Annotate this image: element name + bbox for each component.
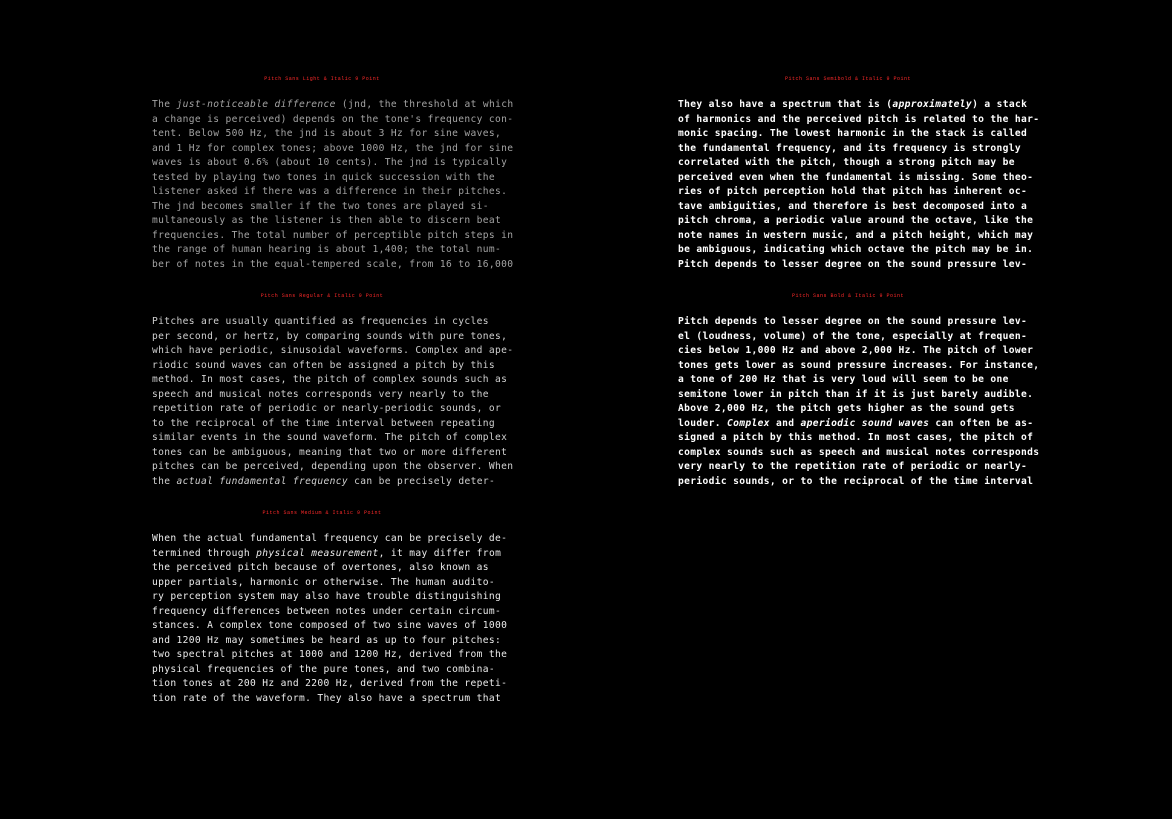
text-line: Above 2,000 Hz, the pitch gets higher as the sound gets [678,403,1015,414]
specimen-caption: Pitch Sans Regular & Italic 9 Point [260,293,384,299]
text-line: stances. A complex tone composed of two sine waves of 1000 [152,620,508,631]
text-line: per second, or hertz, by comparing sounds with pure tones, [152,330,508,342]
text-line: The just-noticeable difference (jnd, the threshold at which [152,99,514,110]
text-line: riodic sound waves can often be assigned a pitch by this [152,359,496,371]
specimen-body [152,98,512,272]
text-line: tave ambiguities, and therefore is best decomposed into a [678,200,1028,212]
text-line: and 1200 Hz may sometimes be heard as up to four pitches: [152,634,502,646]
text-line: tion rate of the waveform. They also have a spectrum that [152,692,502,704]
specimen-caption: Pitch Sans Bold & Italic 9 Point [791,293,904,299]
specimen-body [152,315,512,489]
text-line: complex sounds such as speech and musical notes corresponds [678,446,1040,458]
text-line: upper partials, harmonic or otherwise. The human audito- [152,576,496,588]
text-line: which have periodic, sinusoidal waveforms. Complex and ape- [152,345,514,356]
text-line: physical frequencies of the pure tones, and two combina- [152,663,496,675]
text-line: periodic sounds, or to the reciprocal of the time interval [678,475,1034,487]
text-line: the perceived pitch because of overtones, also known as [152,562,489,573]
text-line: frequencies. The total number of perceptible pitch steps in [152,229,514,241]
text-line: ber of notes in the equal-tempered scale, from 16 to 16,000 [152,258,514,270]
text-line: monic spacing. The lowest harmonic in the stack is called [678,128,1028,139]
text-line: The jnd becomes smaller if the two tones are played si- [152,200,489,212]
specimen-caption: Pitch Sans Medium & Italic 9 Point [262,510,382,516]
text-line: method. In most cases, the pitch of complex sounds such as [152,374,508,385]
text-line: waves is about 0.6% (about 10 cents). The jnd is typically [152,157,508,168]
text-line: very nearly to the repetition rate of periodic or nearly- [678,461,1028,472]
text-line: two spectral pitches at 1000 and 1200 Hz, derived from the [152,649,508,660]
specimen-caption: Pitch Sans Semibold & Italic 9 Point [784,76,912,82]
text-line: ry perception system may also have trouble distinguishing [152,591,502,602]
text-line: to the reciprocal of the time interval between repeating [152,417,496,429]
text-line: tion tones at 200 Hz and 2200 Hz, derived from the repeti- [152,678,508,689]
text-line: speech and musical notes corresponds very nearly to the [152,388,489,400]
text-line: signed a pitch by this method. In most cases, the pitch of [678,432,1034,443]
text-line: the actual fundamental frequency can be precisely deter- [152,475,496,487]
text-line: tested by playing two tones in quick succession with the [152,171,496,183]
text-line: ries of pitch perception hold that pitch has inherent oc- [678,186,1028,197]
text-line: a change is perceived) depends on the tone's frequency con- [152,113,514,125]
text-line: the range of human hearing is about 1,400; the total num- [152,244,502,255]
text-line: When the actual fundamental frequency can be precisely de- [152,533,508,544]
text-line: termined through physical measurement, it may differ from [152,547,502,559]
text-line: correlated with the pitch, though a strong pitch may be [678,157,1015,168]
text-line: multaneously as the listener is then able to discern beat [152,215,502,226]
specimen-body [678,98,1038,272]
text-line: louder. Complex and aperiodic sound waves can often be as- [678,417,1034,429]
specimen-caption: Pitch Sans Light & Italic 9 Point [264,76,380,82]
text-line: a tone of 200 Hz that is very loud will seem to be one [678,374,1009,385]
text-line: They also have a spectrum that is (approximately) a stack [678,99,1028,110]
text-line: and 1 Hz for complex tones; above 1000 Hz, the jnd for sine [152,142,514,154]
text-line: tones can be ambiguous, meaning that two or more different [152,446,508,458]
text-line: Pitch depends to lesser degree on the sound pressure lev- [678,258,1028,270]
specimen-body [152,532,512,706]
text-line: Pitches are usually quantified as frequencies in cycles [152,316,489,327]
text-line: cies below 1,000 Hz and above 2,000 Hz. The pitch of lower [678,345,1034,356]
text-line: be ambiguous, indicating which octave the pitch may be in. [678,244,1034,255]
text-line: note names in western music, and a pitch height, which may [678,229,1034,241]
text-line: frequency differences between notes under certain circum- [152,605,502,617]
text-line: tones gets lower as sound pressure increases. For instance, [678,359,1040,371]
text-line: tent. Below 500 Hz, the jnd is about 3 Hz for sine waves, [152,128,502,139]
text-line: perceived even when the fundamental is missing. Some theo- [678,171,1034,183]
text-line: semitone lower in pitch than if it is just barely audible. [678,388,1034,400]
text-line: similar events in the sound waveform. The pitch of complex [152,432,508,443]
text-line: the fundamental frequency, and its frequency is strongly [678,142,1022,154]
text-line: el (loudness, volume) of the tone, especially at frequen- [678,330,1028,342]
specimen-body [678,315,1038,489]
text-line: pitch chroma, a periodic value around the octave, like the [678,215,1034,226]
text-line: of harmonics and the perceived pitch is related to the har- [678,113,1040,125]
text-line: listener asked if there was a difference in their pitches. [152,186,508,197]
text-line: Pitch depends to lesser degree on the sound pressure lev- [678,316,1028,327]
text-line: pitches can be perceived, depending upon the observer. When [152,461,514,472]
text-line: repetition rate of periodic or nearly-periodic sounds, or [152,403,502,414]
